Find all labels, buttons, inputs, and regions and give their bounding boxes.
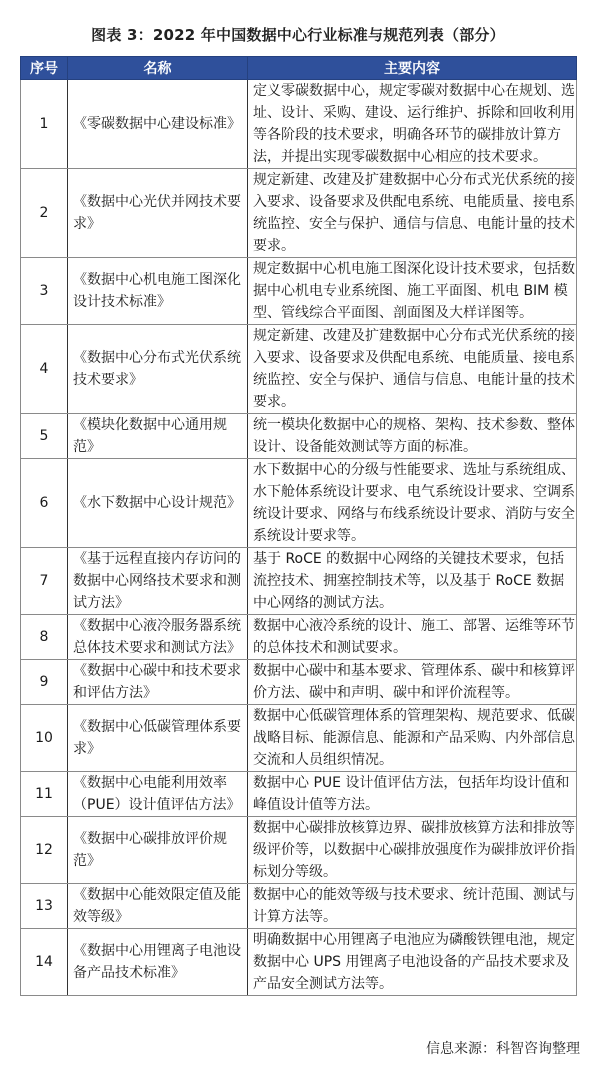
row-number: 12 (21, 817, 68, 884)
standard-name: 《数据中心液冷服务器系统总体技术要求和测试方法》 (68, 615, 248, 660)
standard-name: 《数据中心碳排放评价规范》 (68, 817, 248, 884)
standard-name: 《数据中心碳中和技术要求和评估方法》 (68, 660, 248, 705)
row-number: 14 (21, 929, 68, 996)
standard-name: 《数据中心用锂离子电池设备产品技术标准》 (68, 929, 248, 996)
row-number: 13 (21, 884, 68, 929)
row-number: 2 (21, 169, 68, 258)
table-row (21, 258, 577, 325)
table-row (21, 80, 577, 169)
header-name: 名称 (68, 57, 248, 80)
standard-name: 《数据中心机电施工图深化设计技术标准》 (68, 258, 248, 325)
standards-table (20, 56, 577, 996)
standard-content: 统一模块化数据中心的规格、架构、技术参数、整体设计、设备能效测试等方面的标准。 (248, 414, 577, 459)
standard-name: 《数据中心电能利用效率（PUE）设计值评估方法》 (68, 772, 248, 817)
table-row (21, 772, 577, 817)
header-no: 序号 (21, 57, 68, 80)
row-number: 3 (21, 258, 68, 325)
table-row (21, 459, 577, 548)
table-row (21, 615, 577, 660)
row-number: 9 (21, 660, 68, 705)
source-note: 信息来源：科智咨询整理 (426, 1041, 580, 1057)
table-row (21, 929, 577, 996)
table-row (21, 325, 577, 414)
row-number: 10 (21, 705, 68, 772)
standard-content: 基于 RoCE 的数据中心网络的关键技术要求，包括流控技术、拥塞控制技术等，以及基于 RoCE 数据中心网络的测试方法。 (248, 548, 577, 615)
standard-name: 《基于远程直接内存访问的数据中心网络技术要求和测试方法》 (68, 548, 248, 615)
table-header (21, 57, 577, 80)
standard-name: 《水下数据中心设计规范》 (68, 459, 248, 548)
row-number: 8 (21, 615, 68, 660)
row-number: 1 (21, 80, 68, 169)
standard-content: 明确数据中心用锂离子电池应为磷酸铁锂电池，规定数据中心 UPS 用锂离子电池设备的产品技术要求及产品安全测试方法等。 (248, 929, 577, 996)
table-row (21, 414, 577, 459)
standard-name: 《零碳数据中心建设标准》 (68, 80, 248, 169)
row-number: 5 (21, 414, 68, 459)
standard-name: 《数据中心低碳管理体系要求》 (68, 705, 248, 772)
standard-name: 《数据中心光伏并网技术要求》 (68, 169, 248, 258)
standard-name: 《模块化数据中心通用规范》 (68, 414, 248, 459)
header-content: 主要内容 (248, 57, 577, 80)
standard-content: 数据中心 PUE 设计值评估方法，包括年均设计值和峰值设计值等方法。 (248, 772, 577, 817)
table-row (21, 660, 577, 705)
row-number: 11 (21, 772, 68, 817)
standard-content: 数据中心碳中和基本要求、管理体系、碳中和核算评价方法、碳中和声明、碳中和评价流程等。 (248, 660, 577, 705)
standard-content: 数据中心的能效等级与技术要求、统计范围、测试与计算方法等。 (248, 884, 577, 929)
table-row (21, 705, 577, 772)
row-number: 4 (21, 325, 68, 414)
row-number: 6 (21, 459, 68, 548)
standard-content: 数据中心低碳管理体系的管理架构、规范要求、低碳战略目标、能源信息、能源和产品采购、内外部信息交流和人员组织情况。 (248, 705, 577, 772)
standard-content: 定义零碳数据中心，规定零碳对数据中心在规划、选址、设计、采购、建设、运行维护、拆除和回收利用等各阶段的技术要求，明确各环节的碳排放计算方法，并提出实现零碳数据中心相应的技术要求。 (248, 80, 577, 169)
row-number: 7 (21, 548, 68, 615)
standard-content: 水下数据中心的分级与性能要求、选址与系统组成、水下舱体系统设计要求、电气系统设计要求、空调系统设计要求、网络与布线系统设计要求、消防与安全系统设计要求等。 (248, 459, 577, 548)
standard-content: 规定新建、改建及扩建数据中心分布式光伏系统的接入要求、设备要求及供配电系统、电能质量、接电系统监控、安全与保护、通信与信息、电能计量的技术要求。 (248, 169, 577, 258)
standard-content: 规定数据中心机电施工图深化设计技术要求，包括数据中心机电专业系统图、施工平面图、机电 BIM 模型、管线综合平面图、剖面图及大样详图等。 (248, 258, 577, 325)
standard-content: 数据中心液冷系统的设计、施工、部署、运维等环节的总体技术和测试要求。 (248, 615, 577, 660)
standard-content: 数据中心碳排放核算边界、碳排放核算方法和排放等级评价等，以数据中心碳排放强度作为碳排放评价指标划分等级。 (248, 817, 577, 884)
figure-title: 图表 3：2022 年中国数据中心行业标准与规范列表（部分） (91, 26, 505, 44)
standard-name: 《数据中心分布式光伏系统技术要求》 (68, 325, 248, 414)
standard-content: 规定新建、改建及扩建数据中心分布式光伏系统的接入要求、设备要求及供配电系统、电能质量、接电系统监控、安全与保护、通信与信息、电能计量的技术要求。 (248, 325, 577, 414)
table-row (21, 884, 577, 929)
table-row (21, 817, 577, 884)
table-row (21, 169, 577, 258)
standard-name: 《数据中心能效限定值及能效等级》 (68, 884, 248, 929)
table-row (21, 548, 577, 615)
